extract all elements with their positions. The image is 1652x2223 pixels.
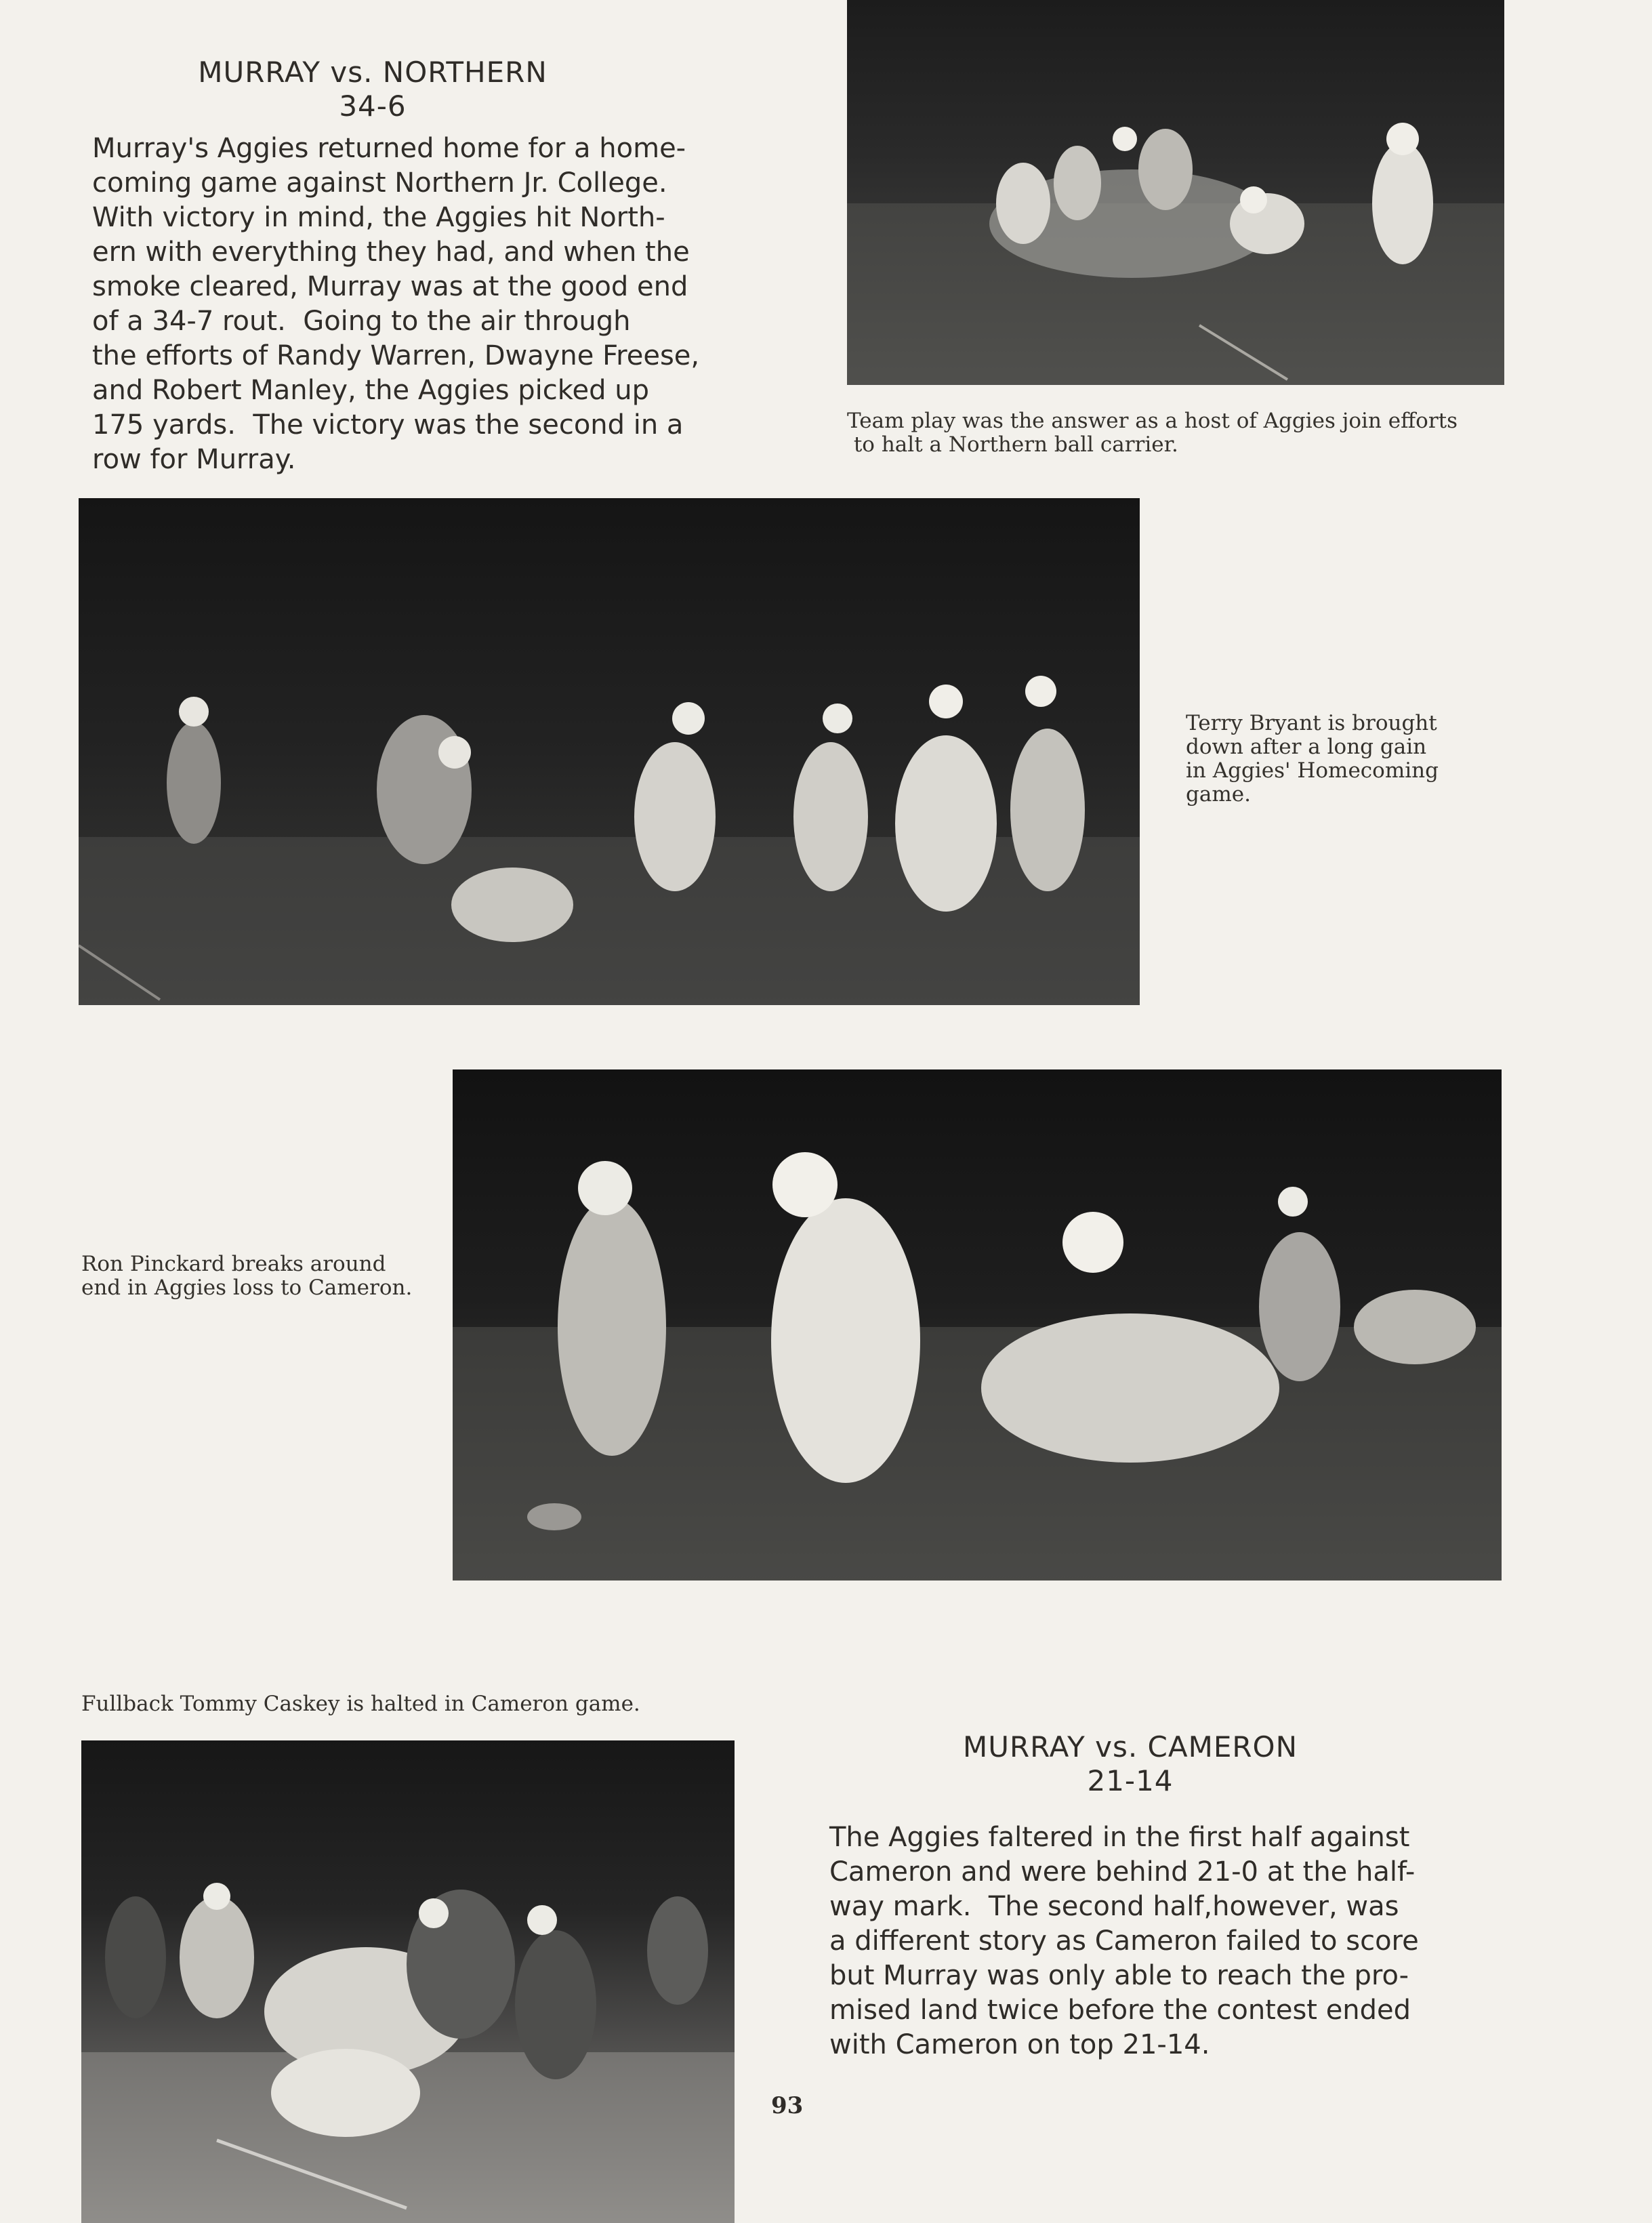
photo-tommy-caskey [81,1740,735,2223]
photo-terry-bryant [79,498,1140,1005]
section1-title: MURRAY vs. NORTHERN [198,56,548,89]
photo-team-play [847,0,1504,385]
section2-title: MURRAY vs. CAMERON [962,1730,1298,1763]
caption-photo4: Fullback Tommy Caskey is halted in Cameron game. [81,1692,640,1716]
page-number: 93 [771,2092,804,2119]
section2-body: The Aggies faltered in the first half against Cameron and were behind 21-0 at the half- way mark. The second half,however, was a different story as Cameron failed to score but Murray was only able to reach the pro- mised land twice before the contest ended with Cameron on top 21-14. [829,1822,1419,2060]
section1-score: 34-6 [339,89,407,123]
photo-ron-pinckard [453,1069,1502,1580]
caption-photo3: Ron Pinckard breaks around end in Aggies loss to Cameron. [81,1252,413,1300]
section2-score: 21-14 [1087,1764,1174,1797]
caption-photo2: Terry Bryant is brought down after a long gain in Aggies' Homecoming game. [1186,711,1439,807]
section1-body: Murray's Aggies returned home for a home- coming game against Northern Jr. College. With victory in mind, the Aggies hit North- ern with everything they had, and when the smoke cleared, Murray was at the good end of a 34-7 rout. Going to the air through the efforts of Randy Warren, Dwayne Freese, and Robert Manley, the Aggies picked up 175 yards. The victory was the second in a row for Murray. [92,133,700,475]
caption-photo1: Team play was the answer as a host of Aggies join efforts to halt a Northern ball carrier. [847,409,1458,457]
